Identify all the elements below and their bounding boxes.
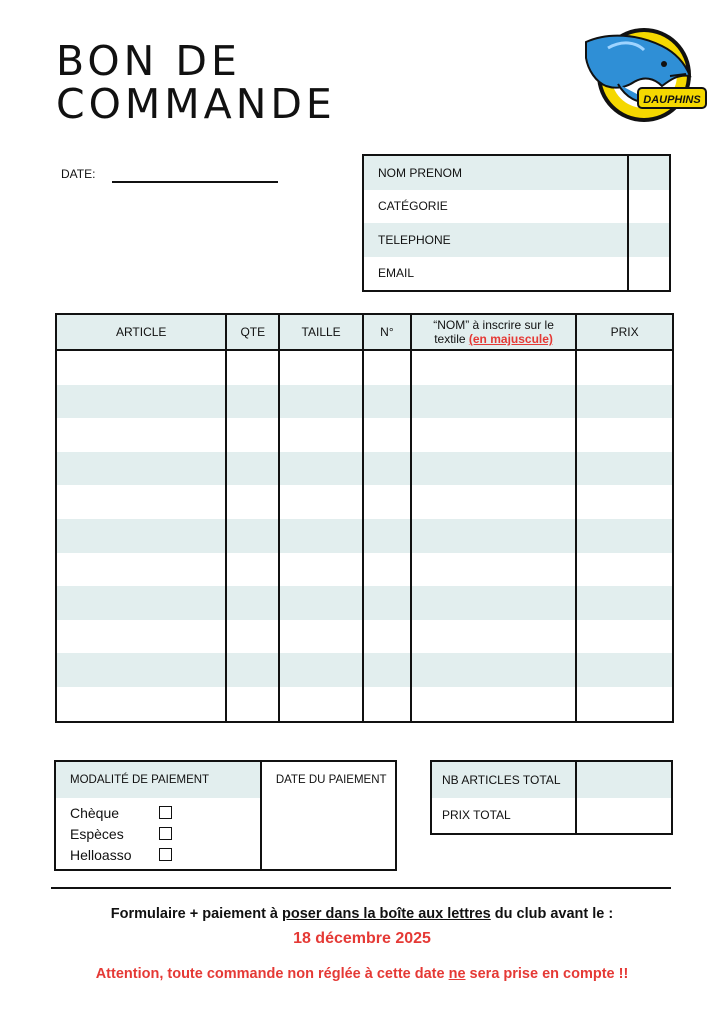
nom-cell[interactable] [411,418,576,452]
qte-cell[interactable] [226,519,279,553]
info-label: NOM PRENOM [378,165,462,180]
numero-cell[interactable] [363,519,411,553]
date-field[interactable] [112,181,278,183]
payment-header-row [55,761,396,798]
numero-cell[interactable] [363,553,411,587]
page-title [56,37,336,128]
order-row [56,586,673,620]
numero-cell[interactable] [363,418,411,452]
order-table [55,313,674,723]
payment-options [55,798,261,870]
info-row [363,155,670,190]
qte-cell[interactable] [226,350,279,385]
header-nom-line1: “NOM” à inscrire sur le [433,318,554,332]
article-cell[interactable] [56,452,226,486]
option-label: Espèces [70,825,124,842]
payment-date-field[interactable] [261,798,396,870]
header-taille: TAILLE [279,314,363,350]
info-label: CATÉGORIE [378,199,448,214]
nom-cell[interactable] [411,350,576,385]
info-row [363,257,670,292]
header-nom-line2: textile [434,332,466,346]
prix-cell[interactable] [576,586,673,620]
prix-cell[interactable] [576,653,673,687]
payment-table [54,760,397,871]
prix-cell[interactable] [576,620,673,654]
nb-articles-label: NB ARTICLES TOTAL [442,772,561,787]
footer-divider [51,887,671,889]
taille-cell[interactable] [279,519,363,553]
taille-cell[interactable] [279,553,363,587]
prix-cell[interactable] [576,418,673,452]
especes-checkbox[interactable] [159,827,172,840]
qte-cell[interactable] [226,653,279,687]
totals-row [431,761,672,798]
prix-total-label: PRIX TOTAL [442,808,511,823]
footer-instructions [0,906,724,922]
order-row [56,653,673,687]
article-cell[interactable] [56,485,226,519]
qte-cell[interactable] [226,687,279,722]
payment-title: MODALITÉ DE PAIEMENT [55,761,261,798]
taille-cell[interactable] [279,485,363,519]
order-row [56,350,673,385]
article-cell[interactable] [56,553,226,587]
totals-row [431,798,672,835]
order-row [56,687,673,722]
option-label: Helloasso [70,846,132,863]
order-row [56,485,673,519]
info-row [363,190,670,224]
numero-cell[interactable] [363,452,411,486]
numero-cell[interactable] [363,485,411,519]
qte-cell[interactable] [226,586,279,620]
taille-cell[interactable] [279,418,363,452]
prix-total-field[interactable] [576,798,672,835]
order-row [56,519,673,553]
footer-text-b: du club avant le : [490,906,614,922]
qte-cell[interactable] [226,620,279,654]
payment-date-title: DATE DU PAIEMENT [261,761,396,798]
numero-cell[interactable] [363,687,411,722]
prix-cell[interactable] [576,385,673,419]
taille-cell[interactable] [279,620,363,654]
nom-cell[interactable] [411,687,576,722]
qte-cell[interactable] [226,485,279,519]
email-field[interactable] [628,257,670,292]
taille-cell[interactable] [279,385,363,419]
warning-text-underlined: ne [448,966,466,982]
info-label: TELEPHONE [378,232,451,247]
date-label: DATE: [61,167,96,181]
nom-cell[interactable] [411,586,576,620]
article-cell[interactable] [56,350,226,385]
taille-cell[interactable] [279,586,363,620]
header-numero: N° [363,314,411,350]
categorie-field[interactable] [628,190,670,224]
prix-cell[interactable] [576,350,673,385]
totals-table [430,760,673,835]
article-cell[interactable] [56,519,226,553]
prix-cell[interactable] [576,452,673,486]
header-prix: PRIX [576,314,673,350]
info-row [363,223,670,257]
title-line-1: BON DE [56,37,241,85]
order-row [56,385,673,419]
qte-cell[interactable] [226,553,279,587]
taille-cell[interactable] [279,350,363,385]
numero-cell[interactable] [363,586,411,620]
order-row [56,418,673,452]
nom-cell[interactable] [411,385,576,419]
info-label: EMAIL [378,266,415,281]
prix-cell[interactable] [576,485,673,519]
nom-cell[interactable] [411,485,576,519]
nom-cell[interactable] [411,452,576,486]
nom-cell[interactable] [411,620,576,654]
article-cell[interactable] [56,586,226,620]
order-row [56,553,673,587]
cheque-checkbox[interactable] [159,806,172,819]
option-helloasso [56,844,260,865]
article-cell[interactable] [56,620,226,654]
title-line-2: COMMANDE [56,80,336,128]
qte-cell[interactable] [226,418,279,452]
taille-cell[interactable] [279,452,363,486]
header-qte: QTE [226,314,279,350]
prix-cell[interactable] [576,519,673,553]
option-label: Chèque [70,804,120,821]
order-body [56,350,673,722]
helloasso-checkbox[interactable] [159,848,172,861]
nom-cell[interactable] [411,519,576,553]
order-header-row [56,314,673,350]
nom-prenom-field[interactable] [628,155,670,190]
warning-text-a: Attention, toute commande non réglée à cette date [95,966,449,982]
article-cell[interactable] [56,418,226,452]
prix-cell[interactable] [576,553,673,587]
footer-deadline: 18 décembre 2025 [293,930,431,947]
customer-info-table [362,154,671,292]
footer-text-underlined: poser dans la boîte aux lettres [282,906,491,922]
option-especes [56,823,260,844]
header-nom-highlight: (en majuscule) [468,332,553,346]
prix-cell[interactable] [576,687,673,722]
nom-cell[interactable] [411,653,576,687]
warning-text-b: sera prise en compte !! [465,966,629,982]
order-row [56,620,673,654]
nom-cell[interactable] [411,553,576,587]
qte-cell[interactable] [226,452,279,486]
header-article: ARTICLE [56,314,226,350]
payment-body-row [55,798,396,870]
order-row [56,452,673,486]
footer-text-a: Formulaire + paiement à [110,906,283,922]
taille-cell[interactable] [279,653,363,687]
taille-cell[interactable] [279,687,363,722]
article-cell[interactable] [56,687,226,722]
option-cheque [56,802,260,823]
article-cell[interactable] [56,653,226,687]
telephone-field[interactable] [628,223,670,257]
numero-cell[interactable] [363,350,411,385]
logo-text: DAUPHINS [643,94,701,106]
numero-cell[interactable] [363,653,411,687]
numero-cell[interactable] [363,620,411,654]
header-nom [411,314,576,350]
article-cell[interactable] [56,385,226,419]
qte-cell[interactable] [226,385,279,419]
dauphins-logo [578,24,708,126]
nb-articles-field[interactable] [576,761,672,798]
footer-warning [0,966,724,982]
numero-cell[interactable] [363,385,411,419]
